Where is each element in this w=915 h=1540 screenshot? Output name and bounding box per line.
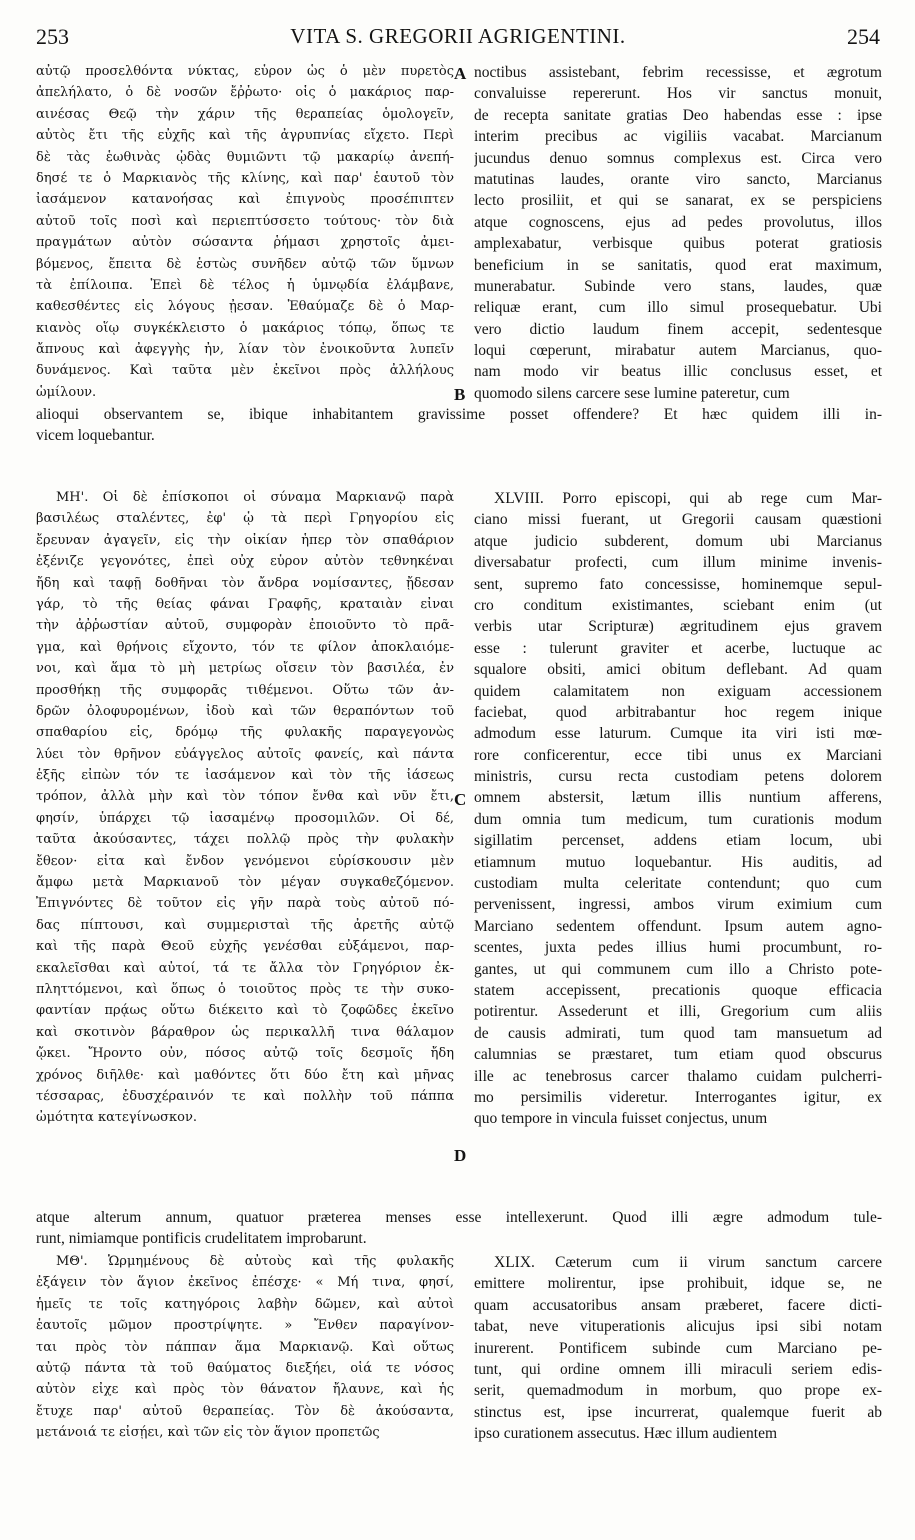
text-line: reliquæ erant, cum illo simul prosequebatur. Ubi	[474, 299, 882, 317]
text-line: runt, nimiamque pontificis crudelitatem improbarunt.	[36, 1230, 367, 1248]
text-line: ἀπελήλατο, ὁ δὲ νοσῶν ἔῤῥωτο· οἷς ὁ μακάριος παρ-	[36, 85, 454, 101]
text-line: ἑξῆς εἰπὼν τόν τε ἰασάμενον καὶ τὸν τῆς ἰάσεως	[36, 768, 454, 784]
text-line: αὐτῷ προσελθόντα νύκτας, εὗρον ὡς ὁ μὲν πυρετὸς	[36, 64, 454, 79]
text-line: quam accusatoribus ansam præberet, facere dicti-	[474, 1296, 882, 1314]
text-line: pervenissent, ingressi, ambos virum eximium cum	[474, 896, 882, 914]
text-line: XLVIII. Porro episcopi, qui ab rege cum Mar-	[494, 490, 882, 507]
text-line: admodum esse laturum. Cumque ita viri isti mœ-	[474, 725, 882, 743]
text-line: ille ac tenebrosus carcer thalamo cuidam pulcherri-	[474, 1067, 882, 1085]
text-line: ἡμεῖς τε τοῖς κατηγόροις λαβὴν δῶμεν, καὶ αὐτοὶ	[36, 1296, 454, 1312]
text-line: ἔθεον· εἶτα καὶ ἔνδον γενόμενοι εὑρίσκουσιν μὲν	[36, 853, 454, 869]
text-line: tunt, qui ordine omnem illi miraculi seriem edis-	[474, 1360, 882, 1378]
text-line: ταῦτα ἀκούσαντες, τάχει πολλῷ πρὸς τὴν φυλακὴν	[36, 832, 454, 848]
text-line: noctibus assistebant, febrim recessisse, et ægrotum	[474, 64, 882, 81]
text-line: etiamnum mutuo loquebantur. His auditis, ad	[474, 853, 882, 871]
left-page-number: 253	[36, 24, 69, 49]
text-line: ἔτυχε παρ' αὐτοῦ θεραπείας. Τὸν δὲ ἀκούσαντα,	[36, 1403, 454, 1419]
text-line: καὶ τῆς παρὰ Θεοῦ εὐχῆς γενέσθαι εὐξάμενοι, παρ-	[36, 939, 454, 955]
text-line: vicem loquebantur.	[36, 427, 155, 445]
text-line: αὐτὸν εἶχε καὶ πρὸς τὸν θάνατον ἤλαυνε, καὶ ἧς	[36, 1382, 454, 1398]
text-line: μετάνοιά τε εἰσῄει, καὶ τῶν εἰς τὸν ἅγιον προπετῶς	[36, 1425, 380, 1441]
text-line: ἑαυτοῖς μῶμον προστρίψητε. » Ἔνθεν παραγίνον-	[36, 1318, 454, 1334]
block2-latin-fullwidth	[36, 1209, 882, 1252]
text-line: cro conditum existimantes, sciebant enim (ut	[474, 596, 882, 614]
text-line: atque cognoscens, ejus ad pedes provolutus, illos	[474, 213, 882, 231]
text-line: πληττόμενοι, καὶ ὅπως ὁ τοιοῦτος πρὸς τε τὴν συκο-	[36, 981, 454, 997]
text-line: alioqui observantem se, ibique inhabitantem gravissime posset offendere? Et hæc quidem illi in-	[36, 406, 882, 423]
text-line: κιανὸς οἵῳ συγκέκλειστο ὁ μακάριος τόπῳ, ὅπως τε	[36, 320, 454, 336]
text-line: nam modo vir beatus illic conclusus esset, et	[474, 363, 882, 381]
text-line: atque judicio subderent, domum ubi Marcianus	[474, 532, 882, 550]
margin-marker-b: B	[454, 385, 466, 404]
text-line: ἔρευναν ἀγαγεῖν, εἰς τὴν οἰκίαν ἧπερ τὸν σπαθάριον	[36, 532, 454, 548]
text-line: diversabatur profecti, cum illum minime invenis-	[474, 554, 882, 572]
text-line: ΜΘ'. Ὡρμημένους δὲ αὐτοὺς καὶ τῆς φυλακῆς	[56, 1254, 454, 1269]
text-line: δρῶν ὀλοφυρομένων, ἰδοὺ καὶ τῶν θεραπόντων τοῦ	[36, 703, 454, 719]
text-line: ὡμίλουν.	[36, 384, 97, 400]
text-line: αὐτῷ πάντα τὰ τοῦ θαύματος διεξήει, οἷά τε νόσος	[36, 1360, 454, 1376]
text-line: dum omnia tum medicum, tum curationis modum	[474, 810, 882, 828]
text-line: φησίν, ὑπάρχει τῷ ἰασαμένῳ προσομιλῶν. Οἱ δέ,	[36, 810, 454, 826]
text-line: σπαθαρίου εἷς, δρόμῳ τῆς φυλακῆς παραγεγονὼς	[36, 725, 454, 741]
margin-marker-d: D	[454, 1146, 467, 1165]
text-line: XLIX. Cæterum cum ii virum sanctum carcere	[494, 1254, 882, 1271]
text-line: scentes, juxta pedes illius humi procumbunt, ro-	[474, 939, 882, 957]
text-line: ὠμότητα κατεγίνωσκον.	[36, 1110, 198, 1126]
text-line: calumnias se præstaret, tum etiam quod obscurus	[474, 1046, 882, 1064]
text-line: ἐξένιζε γεγονότες, ἐπεὶ οὐχ εὗρον αὐτὸν τεθνηκέναι	[36, 554, 454, 570]
text-line: τέσσαρας, ἐδυσχέραινόν τε καὶ πολλὴν τοῦ πάππα	[36, 1088, 454, 1104]
text-line: emittere molirentur, ipse prohibuit, idque se, ne	[474, 1275, 882, 1293]
text-line: esse : tulerunt graviter et acerbe, luctuque ac	[474, 639, 882, 657]
text-line: δησέ τε ὁ Μαρκιανὸς τῆς κλίνης, καὶ παρ' ἑαυτοῦ τὸν	[36, 170, 454, 186]
text-line: omnem abstersit, lætum illis nuntium afferens,	[474, 789, 882, 807]
text-line: νοι, καὶ ἅμα τὸ μὴ μετρίως οἴσειν τὸν βασιλέα, ἐν	[36, 661, 454, 677]
text-line: ipso curationem assecutus. Hæc illum audientem	[474, 1425, 778, 1443]
text-line: αὐτὸς ἔτι τῆς εὐχῆς καὶ τῆς ἀγρυπνίας εἴχετο. Περὶ	[36, 128, 454, 144]
running-title: VITA S. GREGORII AGRIGENTINI.	[290, 24, 626, 48]
text-line: εκαλεῖσθαι καὶ αὐτοί, τά τε ἄλλα τὸν Γρηγόριον ἐκ-	[36, 960, 454, 976]
text-line: verbis utar Scripturæ) ægritudinem ejus gravem	[474, 618, 882, 636]
text-line: statem accepissent, precationis quoque efficacia	[474, 981, 882, 999]
block2-latin-column	[474, 490, 882, 1132]
text-line: matutinas laudes, orante viro sancto, Marcianus	[474, 170, 882, 188]
text-line: δυνάμενος. Καὶ ταῦτα μὲν ἐκεῖνοι πρὸς ἀλλήλους	[36, 363, 454, 379]
text-line: ΜΗ'. Οἱ δὲ ἐπίσκοποι οἱ σύναμα Μαρκιανῷ παρὰ	[56, 490, 454, 505]
text-line: tabat, neve vituperationis alicujus ipsi sibi notam	[474, 1318, 882, 1336]
text-line: ᾤκει. Ἤροντο οὖν, πόσος αὐτῷ τοῖς δεσμοῖς ἤδη	[36, 1046, 454, 1062]
text-line: faciebat, quod arbitrabantur hoc regem inique	[474, 703, 882, 721]
text-line: munerabatur. Subinde vero stans, laudes, quæ	[474, 277, 882, 295]
text-line: ministris, cursu recta custodiam petens dolorem	[474, 768, 882, 786]
text-line: ἄμφω μετὰ Μαρκιανοῦ τὸν μέγαν συγκαθεζόμενον.	[36, 875, 454, 891]
text-line: ἄπνους καὶ ἀφεγγὴς ἦν, λίαν τὸν ἐνοικοῦντα λυπεῖν	[36, 342, 454, 358]
text-line: Ἐπιγνόντες δὲ τοῦτον εἰς γῆν παρὰ τοὺς αὐτοῦ πό-	[36, 896, 454, 912]
text-line: loqui cœperunt, mirabatur autem Marcianus, quo-	[474, 342, 882, 360]
text-line: gantes, ut qui communem cum illo a Christo pote-	[474, 960, 882, 978]
text-line: δας πίπτουσι, καὶ συμμερισταὶ τῆς ἀρετῆς αὐτῷ	[36, 917, 454, 933]
right-page-number: 254	[847, 24, 880, 49]
text-line: atque alterum annum, quatuor præterea menses esse intellexerunt. Quod illi ægre admodum tule-	[36, 1209, 882, 1226]
text-line: ἐξάγειν τὸν ἅγιον ἐκεῖνος ἐπέσχε· « Μή τινα, φησί,	[36, 1275, 454, 1291]
text-line: λύει τὸν θρῆνον εὐάγγελος αὐτοῖς φανείς, καὶ πάντα	[36, 746, 454, 762]
text-line: mo persimilis videretur. Interrogantes igitur, ex	[474, 1088, 882, 1106]
text-line: vero dictio laudum finem accepit, sedentesque	[474, 320, 882, 338]
text-line: ἰασάμενον κατανοήσας καὶ ἐπιγνοὺς προσέπιπτεν	[36, 192, 454, 208]
text-line: beneficium in se sanitatis, quod erat maximum,	[474, 256, 882, 274]
text-line: γμα, καὶ θρήνοις εἴχοντο, τόν τε φίλον ἀποκλαιόμε-	[36, 639, 454, 655]
text-line: potirentur. Assederunt et illi, Gregorium cum aliis	[474, 1003, 882, 1021]
text-line: ἤδη καὶ ταφῇ δοθῆναι τὸν ἄνδρα νομίσαντες, ᾔδεσαν	[36, 575, 454, 591]
text-line: τρόπον, ἀλλὰ μὴν καὶ τὸν τόπον ἔνθα καὶ νῦν ἔτι,	[36, 789, 454, 805]
text-line: sent, supremo fato concessisse, hominemque sepul-	[474, 575, 882, 593]
text-line: ciano missi fuerant, ut Gregorii causam quæstioni	[474, 511, 882, 529]
text-line: βασιλέως σταλέντες, ἐφ' ᾧ τὰ περὶ Γρηγορίου εἰς	[36, 511, 454, 527]
text-line: quomodo silens carcere sese lumine pateretur, cum	[474, 384, 790, 402]
text-line: αινέσας Θεῷ τὴν χάριν τῆς θεραπείας ὁμολογεῖν,	[36, 106, 454, 122]
text-line: βόμενος, ἔπειτα δὲ ἑστὼς συνῆδεν αὐτῷ τῶν ὕμνων	[36, 256, 454, 272]
block3-greek-column	[36, 1254, 454, 1447]
text-line: quidem calamitatem non exiguam accessionem	[474, 682, 882, 700]
text-line: quo tempore in vincula fuisset conjectus, unum	[474, 1110, 768, 1128]
text-line: τὰ ἐπίλοιπα. Ἐπεὶ δὲ τέλος ἡ ὑμνῳδία ἐλάμβανε,	[36, 277, 454, 293]
block1-latin-fullwidth	[36, 406, 882, 449]
text-line: ται πρὸς τὸν πάππαν ἅμα Μαρκιανῷ. Καὶ οὕτως	[36, 1339, 454, 1355]
text-line: de recepta sanitate gratias Deo habendas esse : ipse	[474, 106, 882, 124]
text-line: sigillatim percenset, addens etiam locum, ubi	[474, 832, 882, 850]
block1-latin-column	[474, 64, 882, 406]
page-header	[36, 22, 880, 56]
text-line: πραγμάτων αὐτὸν σώσαντα ῥήμασι χρηστοῖς ἀμει-	[36, 235, 454, 251]
margin-marker-c: C	[454, 790, 467, 809]
text-line: de causis admirati, tum quod tam mansuetum ad	[474, 1024, 882, 1042]
text-line: squalore obsiti, amici obitum deflebant. Ad quam	[474, 661, 882, 679]
text-line: Marciano sedentem offendunt. Ipsum autem agno-	[474, 917, 882, 935]
text-line: φαντίαν πρᾴως οὕτω διέκειτο καὶ τὸ ζοφῶδες ἐκεῖνο	[36, 1003, 454, 1019]
text-line: τὴν ἀῤῥωστίαν αὐτοῦ, συμφορὰν ἐποιοῦντο τὸ πρᾶ-	[36, 618, 454, 634]
text-line: interim precibus ac vigiliis vacabat. Marcianum	[474, 128, 882, 146]
text-line: χρόνος διῆλθε· καὶ μαθόντες ὅτι δύο ἔτη καὶ μῆνας	[36, 1067, 454, 1083]
text-line: προσθήκῃ τῆς συμφορᾶς τιθέμενοι. Οὕτω τῶν ἀν-	[36, 682, 454, 698]
text-line: καὶ σκοτινὸν βάραθρον ὡς περικαλλῆ τινα θάλαμον	[36, 1024, 454, 1040]
text-line: stinctus est, ipse incurrerat, qualemque fuerit ab	[474, 1403, 882, 1421]
text-line: rore conficerentur, ecce tibi unus ex Marciani	[474, 746, 882, 764]
text-line: convaluisse repererunt. Hos vir sanctus monuit,	[474, 85, 882, 103]
text-line: δὲ τὰς ἑωθινὰς ᾠδὰς θυμιῶντι τῷ μακαρίῳ ἀνεπή-	[36, 149, 454, 165]
text-line: καθεσθέντες εἰς λόγους ᾖεσαν. Ἐθαύμαζε δὲ ὁ Μαρ-	[36, 299, 454, 315]
text-line: jucundus denuo somnus complexus est. Circa vero	[474, 149, 882, 167]
block3-latin-column	[474, 1254, 882, 1447]
text-line: custodiam multa celeritate contendunt; quo cum	[474, 875, 882, 893]
text-line: inurerent. Pontificem subinde cum Marciano pe-	[474, 1339, 882, 1357]
block1-greek-column	[36, 64, 454, 406]
block2-greek-column	[36, 490, 454, 1132]
margin-marker-a: A	[454, 64, 467, 83]
text-line: serit, quemadmodum in morbum, quo prope ex-	[474, 1382, 882, 1400]
text-line: γάρ, τὸ τῆς θείας φάναι Γραφῆς, κραταιὰν εἶναι	[36, 596, 454, 612]
text-line: αὐτοῦ τοῖς ποσὶ καὶ περιεπτύσσετο τούτους· τὸν διὰ	[36, 213, 454, 229]
text-line: amplexabatur, verbisque quibus poterat gratiosis	[474, 235, 882, 253]
text-line: lecto prosiliit, et qui se sanarat, ex se perspiciens	[474, 192, 882, 210]
